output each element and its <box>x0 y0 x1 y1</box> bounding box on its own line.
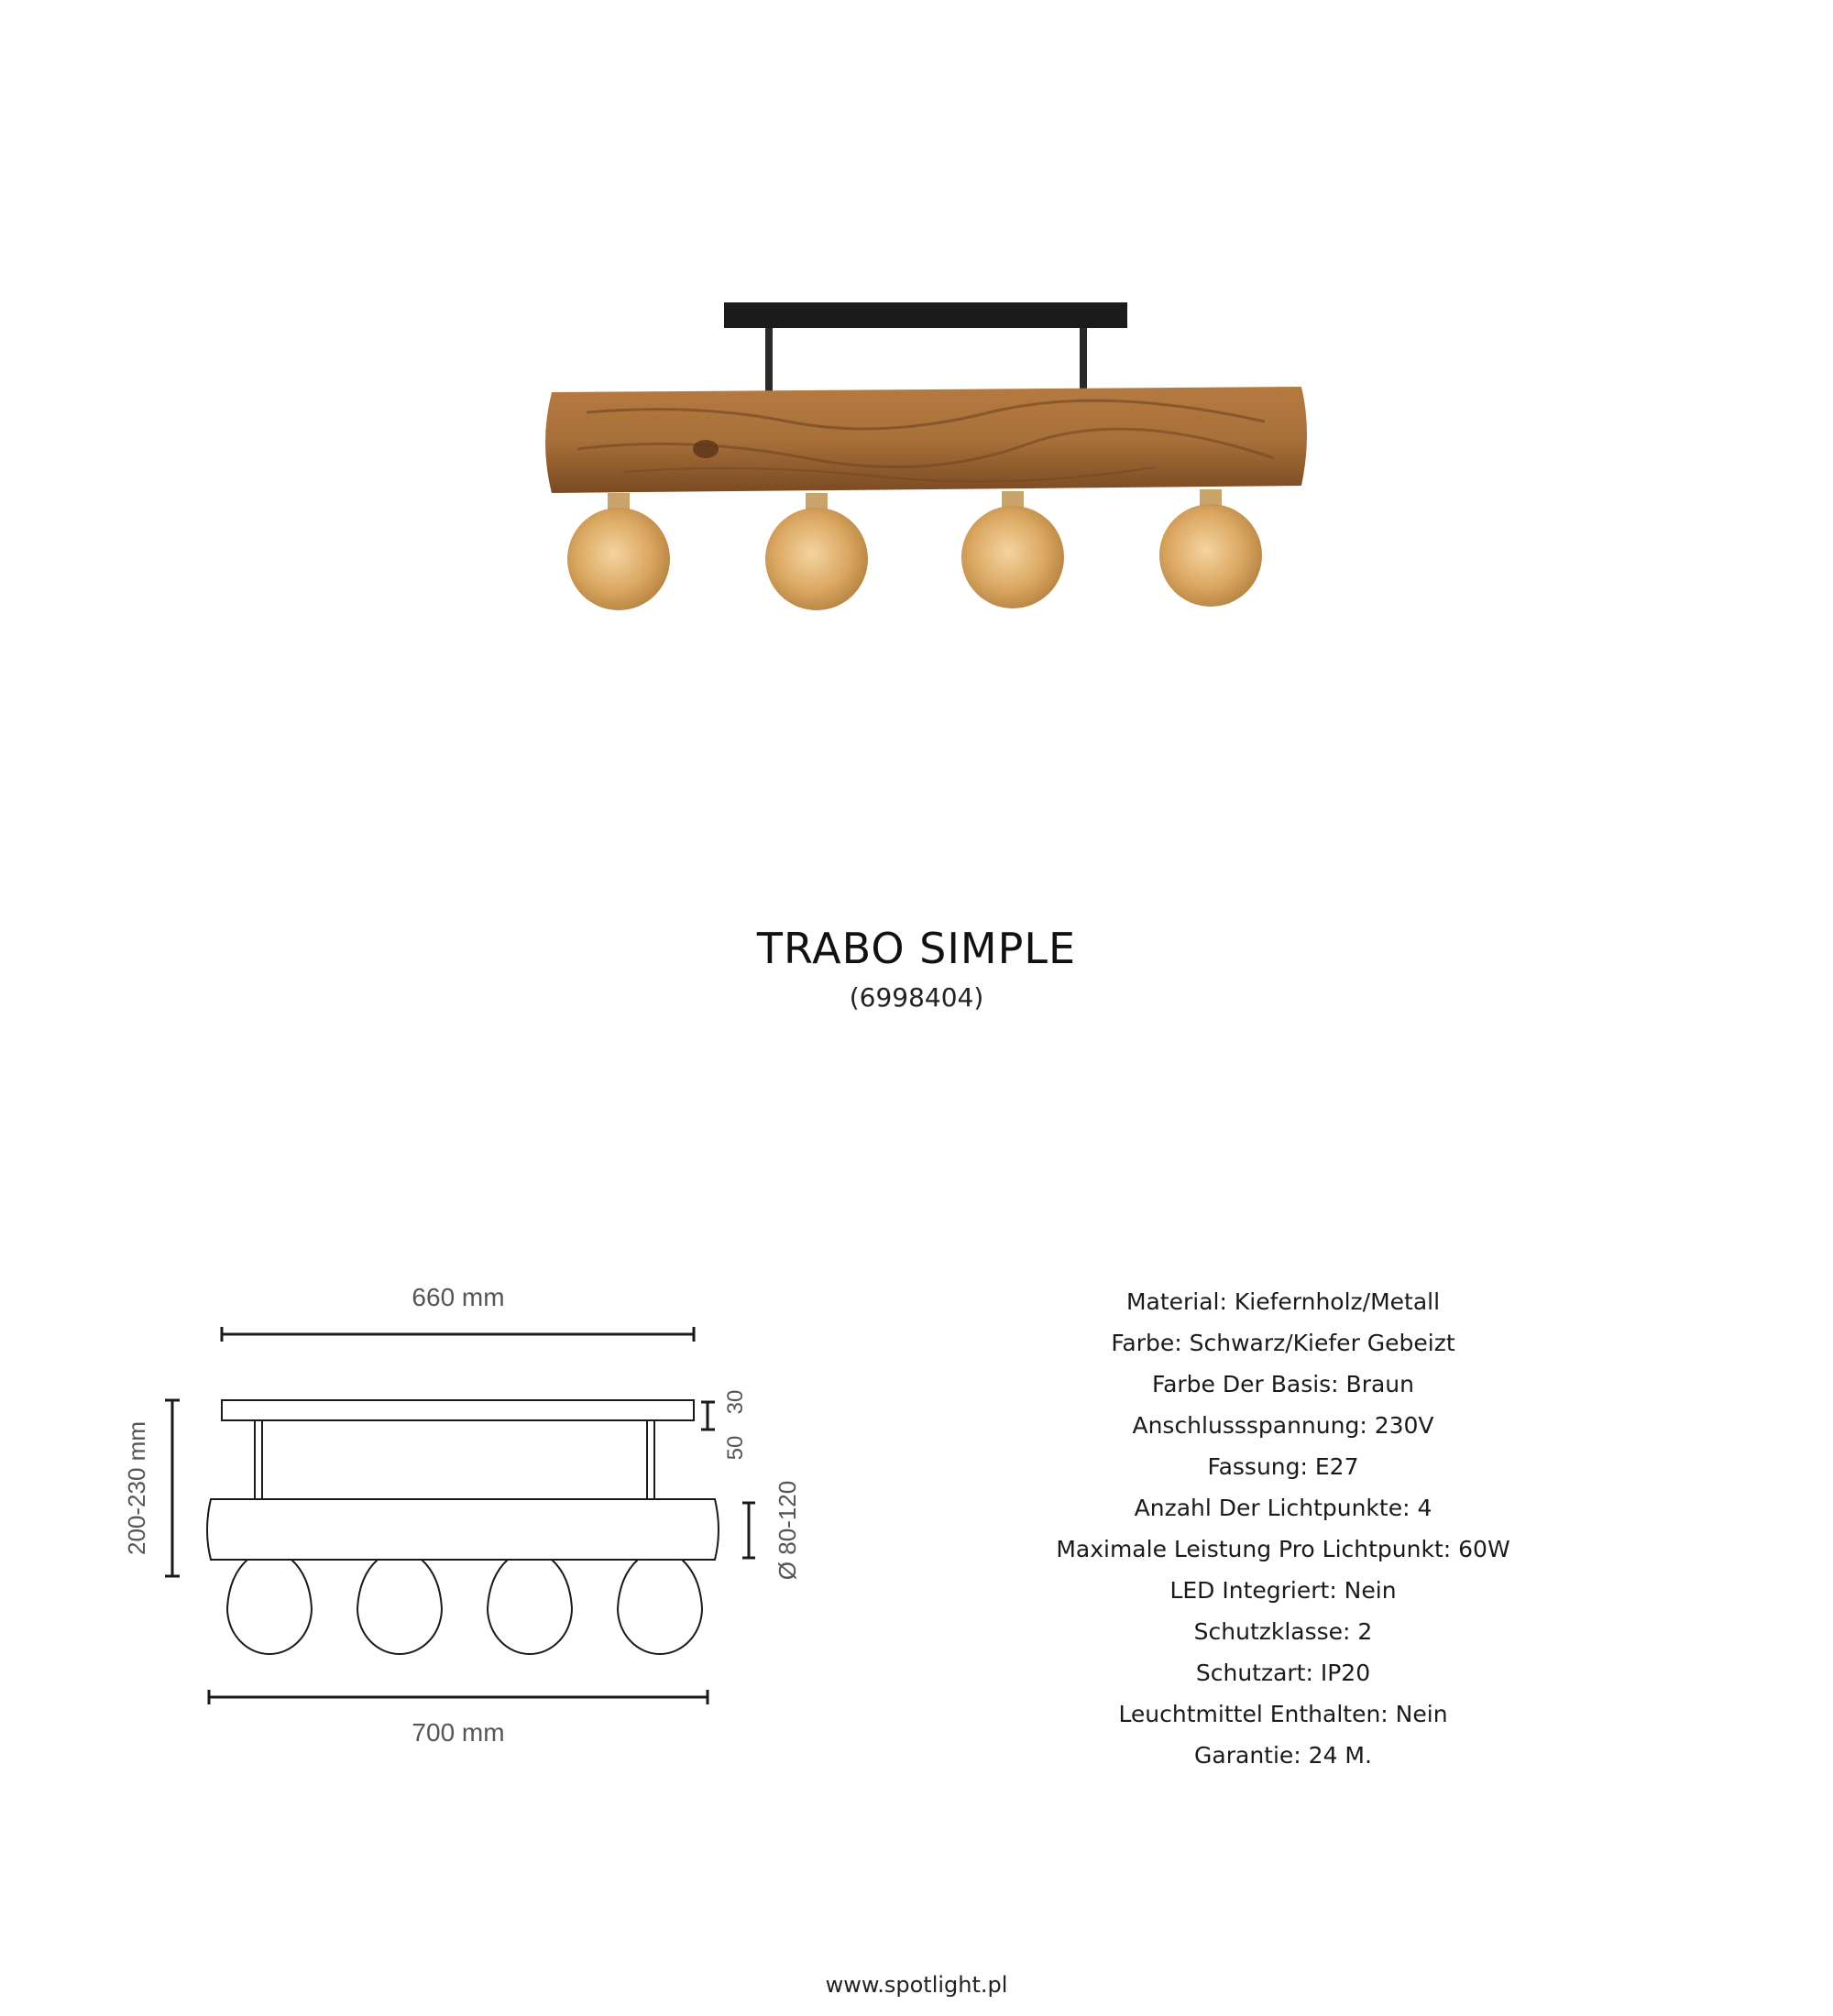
bulb-1 <box>567 493 670 610</box>
bulb-2 <box>765 493 868 610</box>
spec-item: Farbe: Schwarz/Kiefer Gebeizt <box>1111 1330 1455 1356</box>
rod-left <box>765 328 773 392</box>
product-code: (6998404) <box>849 982 984 1013</box>
dim-bottom-label: 700 mm <box>412 1718 505 1747</box>
spec-item: Fassung: E27 <box>1207 1453 1359 1480</box>
spec-item: Leuchtmittel Enthalten: Nein <box>1118 1701 1448 1727</box>
bulb-3 <box>961 491 1064 608</box>
spec-item: Maximale Leistung Pro Lichtpunkt: 60W <box>1056 1536 1510 1562</box>
product-photo <box>513 275 1320 641</box>
bulb-4 <box>1159 489 1262 607</box>
rod-right <box>1080 328 1087 392</box>
spec-item: LED Integriert: Nein <box>1169 1577 1397 1604</box>
dim-height-label: 200-230 mm <box>123 1421 150 1555</box>
spec-item: Garantie: 24 M. <box>1194 1742 1372 1769</box>
dim-top-label: 660 mm <box>412 1283 505 1311</box>
spec-item: Anzahl Der Lichtpunkte: 4 <box>1134 1495 1432 1521</box>
technical-drawing <box>110 1274 807 1769</box>
spec-item: Anschlussspannung: 230V <box>1132 1412 1434 1439</box>
canopy <box>724 302 1127 328</box>
footer-url[interactable]: www.spotlight.pl <box>825 1972 1008 1998</box>
spec-item: Farbe Der Basis: Braun <box>1151 1371 1414 1397</box>
dim-base-label-2: 30 <box>723 1389 748 1415</box>
dim-base-label: 50 <box>723 1435 748 1461</box>
dim-diameter-label: Ø 80-120 <box>774 1480 801 1581</box>
product-title: TRABO SIMPLE <box>756 924 1077 973</box>
spec-item: Schutzart: IP20 <box>1195 1660 1371 1686</box>
spec-list <box>962 1281 1604 1776</box>
spec-item: Material: Kiefernholz/Metall <box>1125 1288 1441 1315</box>
spec-item: Schutzklasse: 2 <box>1193 1618 1373 1645</box>
wood-beam <box>545 387 1307 493</box>
